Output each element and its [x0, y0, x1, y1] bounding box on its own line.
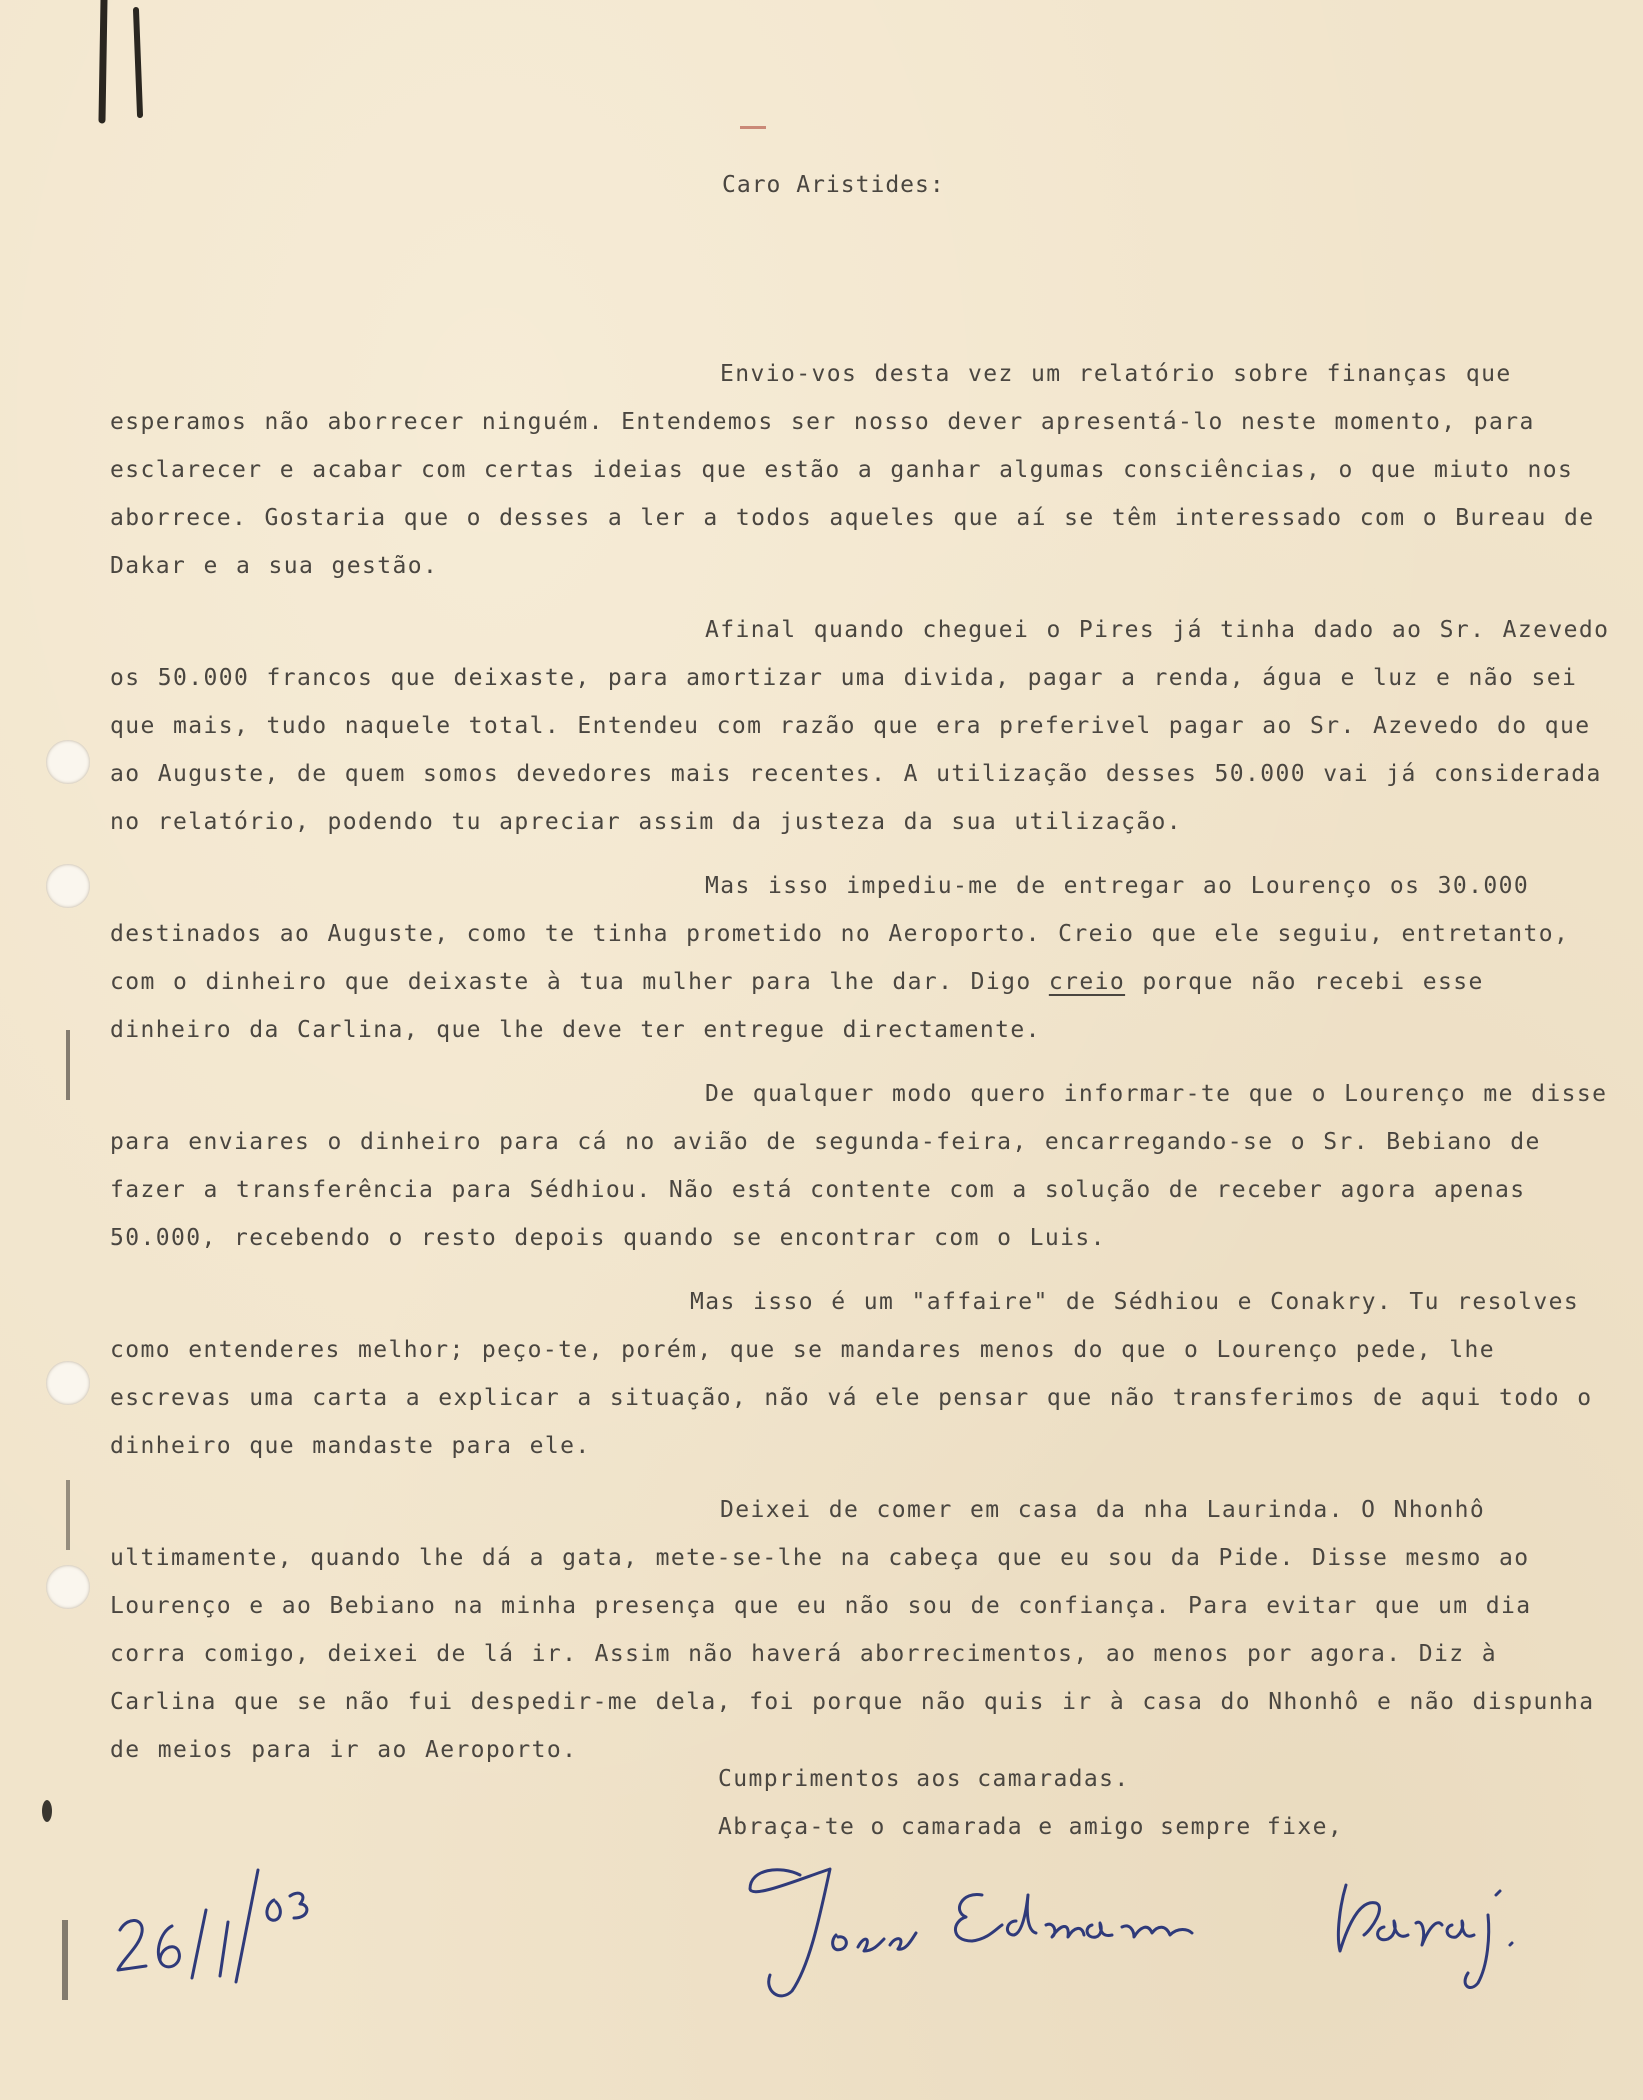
closing	[718, 1755, 1343, 1851]
paragraph-text: porque não recebi esse dinheiro da Carlina, que lhe deve ter entregue directamente.	[110, 969, 1502, 1043]
closing-signoff: Abraça-te o camarada e amigo sempre fixe,	[718, 1814, 1344, 1840]
paragraph: Mas isso é um "affaire" de Sédhiou e Conakry. Tu resolves como entenderes melhor; peço-te, porém, que se mandares menos do que o Lourenço pede, lhe escrevas uma carta a explicar a situação, não vá ele pensar que não transferimos de aqui todo o dinheiro que mandaste para ele.	[110, 1289, 1610, 1459]
ink-speck	[42, 1800, 52, 1822]
paragraph: Envio-vos desta vez um relatório sobre finanças que esperamos não aborrecer ninguém. Entendemos ser nosso dever apresentá-lo neste momento, para esclarecer e acabar com certas ideias que estão a ganhar algumas consciências, o que miuto nos aborrece. Gostaria que o desses a ler a todos aqueles que aí se têm interessado com o Bureau de Dakar e a sua gestão.	[110, 361, 1612, 579]
ink-speck	[62, 1920, 68, 2000]
punch-hole	[46, 1361, 90, 1405]
underlined-word: creio	[1048, 969, 1126, 995]
paragraph: Afinal quando cheguei o Pires já tinha dado ao Sr. Azevedo os 50.000 francos que deixaste, para amortizar uma divida, pagar a renda, água e luz e não sei que mais, tudo naquele total. Entendeu com razão que era preferivel pagar ao Sr. Azevedo do que ao Auguste, de quem somos devedores mais recentes. A utilização desses 50.000 vai já considerada no relatório, podendo tu apreciar assim da justeza da sua utilização.	[110, 617, 1627, 835]
punch-hole	[46, 740, 90, 784]
ink-speck	[740, 126, 766, 129]
handwritten-date	[110, 1860, 350, 1990]
paragraph: Deixei de comer em casa da nha Laurinda. O Nhonhô ultimamente, quando lhe dá a gata, mete-se-lhe na cabeça que eu sou da Pide. Disse mesmo ao Lourenço e ao Bebiano na minha presença que eu não sou de confiança. Para evitar que um dia corra comigo, deixei de lá ir. Assim não haverá aborrecimentos, ao menos por agora. Diz à Carlina que se não fui despedir-me dela, foi porque não quis ir à casa do Nhonhô e não dispunha de meios para ir ao Aeroporto.	[110, 1497, 1612, 1763]
paragraph	[110, 862, 1620, 1054]
punch-hole	[46, 1565, 90, 1609]
ink-speck	[66, 1030, 70, 1100]
salutation: Caro Aristides:	[722, 172, 945, 198]
staple-mark	[92, 0, 152, 130]
letter-body	[110, 350, 1627, 1790]
paragraph-text: Mas isso impediu-me de entregar ao Lourenço os 30.000 destinados ao Auguste, como te tinha prometido no Aeroporto. Creio que ele seguiu, entretanto, com o dinheiro que deixaste à tua mulher para lhe dar. Digo	[110, 873, 1587, 995]
ink-speck	[66, 1480, 70, 1550]
punch-hole	[46, 864, 90, 908]
paragraph: De qualquer modo quero informar-te que o Lourenço me disse para enviares o dinheiro para cá no avião de segunda-feira, encarregando-se o Sr. Bebiano de fazer a transferência para Sédhiou. Não está contente com a solução de receber agora apenas 50.000, recebendo o resto depois quando se encontrar com o Luis.	[110, 1081, 1625, 1251]
closing-greeting: Cumprimentos aos camaradas.	[718, 1766, 1130, 1792]
